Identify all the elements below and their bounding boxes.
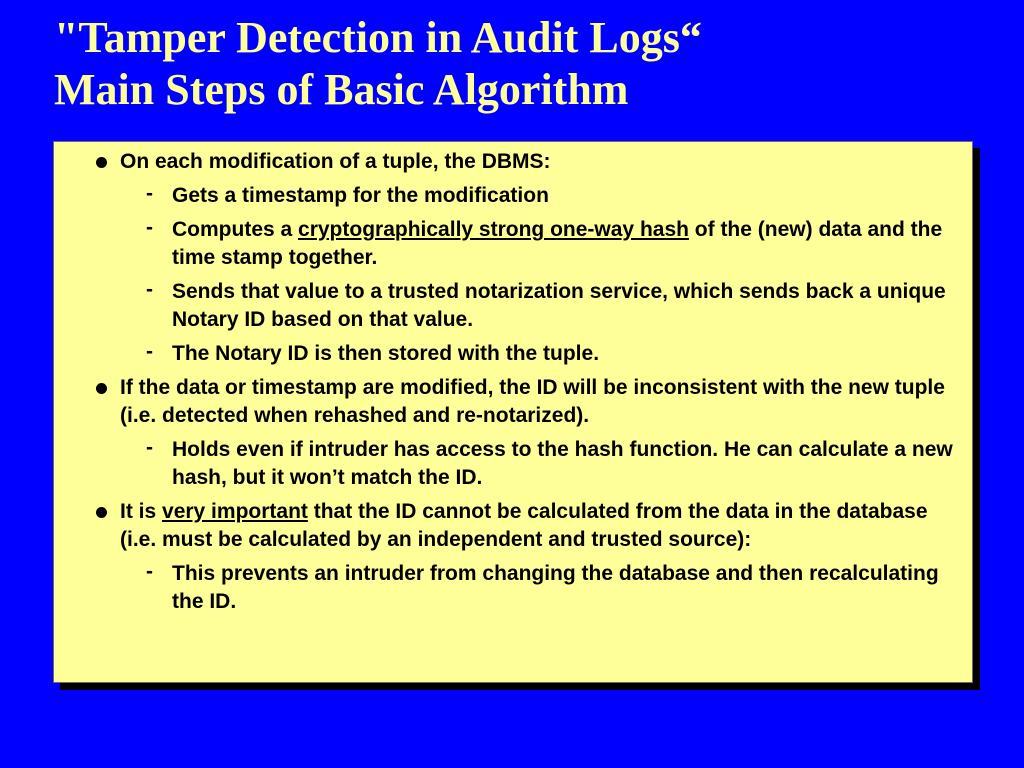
content-panel: [53, 141, 973, 683]
sub-bullet-item: [120, 278, 954, 334]
dash-icon: -: [146, 340, 153, 363]
bullet-text-prefix: It is: [120, 500, 163, 523]
sub-bullet-text: Sends that value to a trusted notarization service, which sends back a unique Notary ID based on that value.: [172, 280, 946, 331]
slide-title-line-2: Main Steps of Basic Algorithm: [54, 65, 629, 114]
dash-icon: -: [146, 436, 153, 459]
sub-bullet-item: [120, 436, 954, 492]
bullet-text-suffix: that the ID cannot be calculated from the data in the database (i.e. must be calculated by an independent and trusted source):: [120, 500, 928, 551]
bullet-item: [54, 498, 972, 616]
bullet-dot-icon: [96, 507, 107, 518]
bullet-text: On each modification of a tuple, the DBMS:: [120, 150, 551, 173]
sub-bullet-item: [120, 560, 954, 616]
dash-icon: -: [146, 278, 153, 301]
underlined-term: cryptographically strong one-way hash: [298, 218, 689, 241]
sub-bullet-list: [120, 182, 954, 368]
sub-bullet-text: Holds even if intruder has access to the hash function. He can calculate a new hash, but it won’t match the ID.: [172, 438, 953, 489]
sub-bullet-text: This prevents an intruder from changing the database and then recalculating the ID.: [172, 562, 939, 613]
sub-bullet-text: Gets a timestamp for the modification: [172, 184, 549, 207]
bullet-item: [54, 374, 972, 492]
bullet-item: [54, 148, 972, 368]
bullet-text: If the data or timestamp are modified, the ID will be inconsistent with the new tuple (i.e. detected when rehashed and re-notarized).: [120, 376, 945, 427]
dash-icon: -: [146, 182, 153, 205]
dash-icon: -: [146, 560, 153, 583]
underlined-term: very important: [162, 500, 308, 523]
sub-bullet-list: [120, 560, 954, 616]
dash-icon: -: [146, 216, 153, 239]
sub-bullet-item: [120, 182, 954, 210]
slide-title-line-1: "Tamper Detection in Audit Logs“: [54, 13, 702, 62]
sub-bullet-text-prefix: Computes a: [172, 218, 299, 241]
sub-bullet-item: [120, 340, 954, 368]
sub-bullet-item: [120, 216, 954, 272]
bullet-dot-icon: [96, 383, 107, 394]
bullet-list: [54, 148, 972, 622]
sub-bullet-list: [120, 436, 954, 492]
slide-title: [54, 12, 994, 116]
sub-bullet-text: The Notary ID is then stored with the tuple.: [172, 342, 600, 365]
sub-bullet-text-suffix: of the (new) data and the time stamp together.: [172, 218, 943, 269]
bullet-dot-icon: [96, 157, 107, 168]
